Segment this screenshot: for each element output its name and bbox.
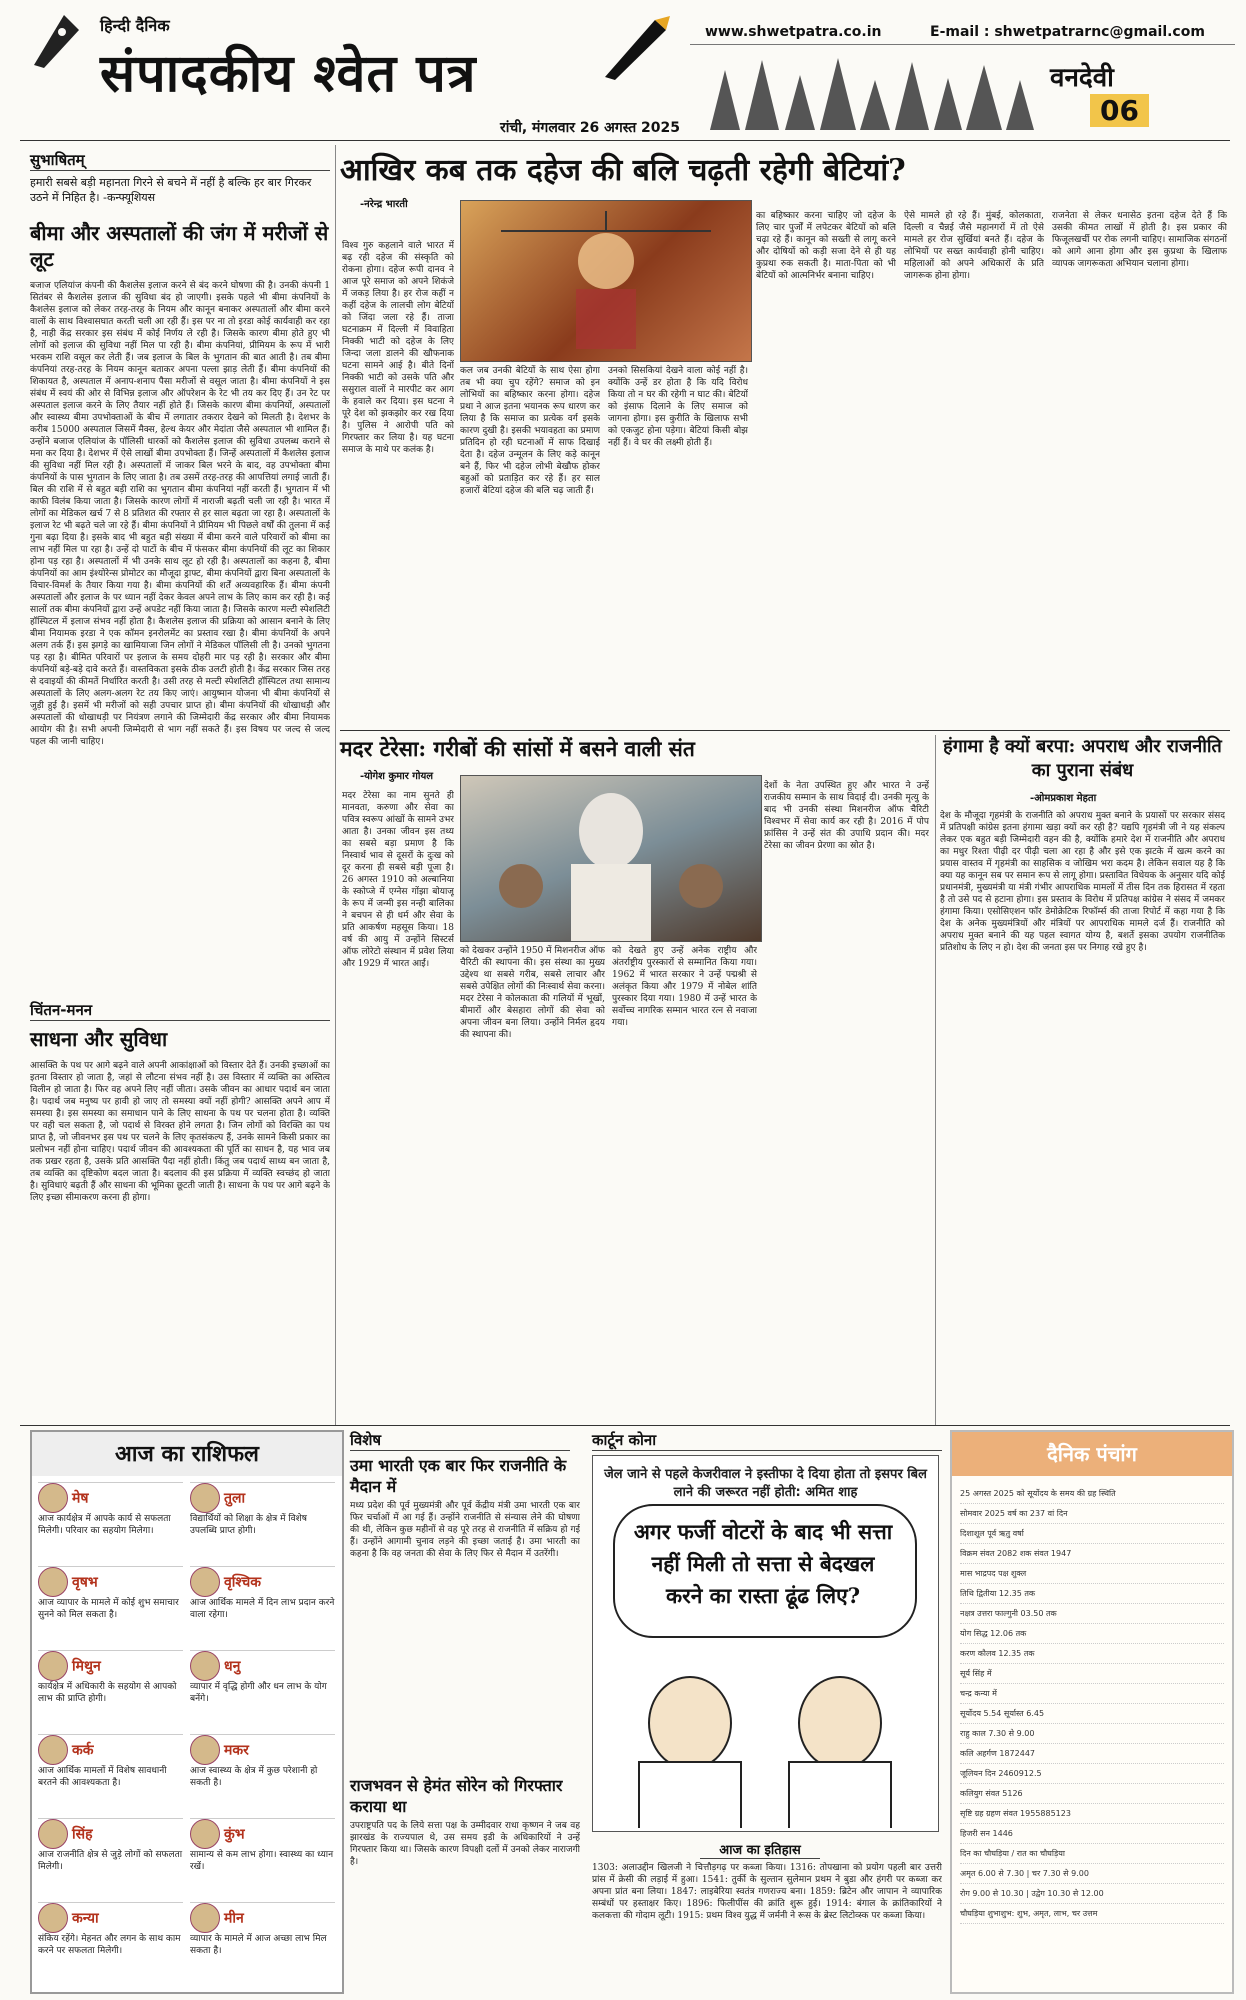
zodiac-icon [190,1567,220,1597]
rashi-text: सामान्य से कम लाभ होगा। स्वास्थ्य का ध्यान रखें। [190,1850,334,1872]
rashi-name: सिंह [72,1826,93,1843]
bottom-section-rule [20,1425,1230,1426]
edition-name: वनदेवी [1050,63,1114,93]
cartoon-body-right [788,1761,892,1828]
rashi-name: मकर [224,1742,249,1759]
panchang-row: जूलियन दिन 2460912.5 [960,1764,1224,1784]
crime-politics-byline: -ओमप्रकाश मेहता [1030,793,1097,804]
rashi-item [38,1650,183,1729]
panchang-row: रोग 9.00 से 10.30 | उद्वेग 10.30 से 12.00 [960,1884,1224,1904]
panchang-row: कलियुग संवत 5126 [960,1784,1224,1804]
panchang-row: करण कौलव 12.35 तक [960,1644,1224,1664]
zodiac-icon [190,1483,220,1513]
pen-icon [600,12,670,82]
masthead-divider [690,44,1235,45]
zodiac-icon [38,1567,68,1597]
lead-column-5: ऐसे मामले हो रहे हैं। मुंबई, कोलकाता, दिल्ली व चैन्नई जैसे महानगरों में तो ऐसे मामले हर रोज सुर्खियां बनते हैं। दहेज के लोभियों पर सख्त कार्यवाही होनी चाहिए। महिलाओं को अपने अधिकारों के प्रति जागरूक होना होगा। [904,211,1044,281]
rashi-name: कन्या [72,1910,99,1927]
chintan-kicker: चिंतन-मनन [30,1000,330,1021]
panchang-row: चन्द्र कन्या में [960,1684,1224,1704]
panchang-row: सूर्य सिंह में [960,1664,1224,1684]
rashi-text: आज स्वास्थ्य के क्षेत्र में कुछ परेशानी हो सकती है। [190,1766,318,1788]
rashi-text: संकिय रहेंगे। मेहनत और लगन के साथ काम करने पर सफलता मिलेगी। [38,1934,181,1956]
sadhana-story-headline[interactable]: साधना और सुविधा [30,1027,168,1051]
panchang-row: राहु काल 7.30 से 9.00 [960,1724,1224,1744]
right-column-divider [935,735,936,1425]
panchang-heading: दैनिक पंचांग [952,1432,1232,1476]
rashi-item [190,1902,335,1981]
mother-teresa-column-3: को देखते हुए उन्हें अनेक राष्ट्रीय और अंतर्राष्ट्रीय पुरस्कारों से सम्मानित किया गया। 1962 में भारत सरकार ने उन्हें पद्मश्री से अलंकृत किया और 1979 में नोबेल शांति पुरस्कार दिया गया। 1980 में उन्हें भारत के सर्वोच्च नागरिक सम्मान भारत रत्न से नवाजा गया। [612,946,757,1028]
uma-bharti-body: मध्य प्रदेश की पूर्व मुख्यमंत्री और पूर्व केंद्रीय मंत्री उमा भारती एक बार फिर चर्चाओं में आ गई हैं। उन्होंने राजनीति से संन्यास लेने की घोषणा की थी, लेकिन कुछ महीनों से वह पूरे तरह से राजनीति में सक्रिय हो गई हैं। उन्होंने आगामी चुनाव लड़ने की इच्छा जताई है। उमा भारती का कहना है कि वह जनता की सेवा के लिए फिर से मैदान में उतरेंगी। [350,1501,580,1559]
page-number: 06 [1090,94,1149,127]
rashi-text: आज राजनीति क्षेत्र से जुड़े लोगों को सफलता मिलेगी। [38,1850,183,1872]
panchang-box [950,1430,1234,1994]
panchang-row: 25 अगस्त 2025 को सूर्योदय के समय की ग्रह स्थिति [960,1484,1224,1504]
rashi-name: कुंभ [224,1826,245,1843]
panchang-row: हिजरी सन 1446 [960,1824,1224,1844]
cartoon-kicker: कार्टून कोना [592,1430,942,1451]
mother-teresa-column-1: मदर टेरेसा का नाम सुनते ही मानवता, करुणा और सेवा का पवित्र स्वरूप आंखों के सामने उभर आता है। उनका जीवन इस तथ्य का सबसे बड़ा प्रमाण है कि निस्वार्थ भाव से दूसरों के दुःख को दूर करना ही सबसे बड़ी पूजा है। 26 अगस्त 1910 को अल्बानिया के स्कोप्जे में एग्नेस गोंझा बोयाजू के रूप में जन्मी इस नन्ही बालिका ने बचपन से ही धर्म और सेवा के प्रति आकर्षण महसूस किया। 18 वर्ष की आयु में उन्होंने सिस्टर्स ऑफ लोरेटो संस्थान में प्रवेश लिया और 1929 में भारत आईं। [342,791,454,969]
speech-bubble-text: अगर फर्जी वोटरों के बाद भी सत्ता नहीं मिली तो सत्ता से बेदखल करने का रास्ता ढूंढ लिए? [633,1519,893,1608]
masthead-rule [20,140,1230,141]
mother-teresa-column-2: को देखकर उन्होंने 1950 में मिशनरीज ऑफ चैरिटी की स्थापना की। इस संस्था का मुख्य उद्देश्य था सबसे गरीब, सबसे लाचार और सबसे उपेक्षित लोगों की निःस्वार्थ सेवा करना। मदर टेरेसा ने कोलकाता की गलियों में भूखों, बीमारों और बेसहारा लोगों की सेवा को अपना जीवन बना लिया। उन्होंने निर्मल हृदय की स्थापना की। [460,946,605,1040]
rashi-name: कर्क [72,1742,94,1759]
mother-teresa-photo [460,775,762,942]
rashi-item [190,1650,335,1729]
lead-headline[interactable]: आखिर कब तक दहेज की बलि चढ़ती रहेगी बेटियां? [340,153,906,188]
rashi-text: व्यापार में वृद्धि होगी और धन लाभ के योग बनेंगे। [190,1682,327,1704]
rashi-name: मेष [72,1490,89,1507]
panchang-row: सोमवार 2025 वर्ष का 237 वां दिन [960,1504,1224,1524]
panchang-row: दिन का चौघड़िया / रात का चौघड़िया [960,1844,1224,1864]
rashi-name: तुला [224,1490,246,1507]
zodiac-icon [38,1903,68,1933]
dowry-illustration [460,200,752,362]
rashi-name: वृषभ [72,1574,98,1591]
zodiac-icon [190,1819,220,1849]
rashi-name: मिथुन [72,1658,101,1675]
panchang-row: नक्षत्र उत्तरा फाल्गुनी 03.50 तक [960,1604,1224,1624]
website-url[interactable]: www.shwetpatra.co.in [705,24,882,40]
cartoon-body-left [638,1761,742,1828]
rashifal-heading: आज का राशिफल [32,1432,342,1476]
lead-column-2: कल जब उनकी बेटियों के साथ ऐसा होगा तब भी क्या चुप रहेंगे? समाज को इन लोभियों का बहिष्कार करना होगा। दहेज प्रथा ने आज इतना भयानक रूप धारण कर लिया है कि समाज का प्रत्येक वर्ग इसके कारण दुखी है। इसकी भयावहता का प्रमाण प्रतिदिन हो रही घटनाओं में साफ दिखाई देता है। दहेज उन्मूलन के लिए कड़े कानून बने हैं, फिर भी दहेज लोभी बेखौफ होकर बहुओं को प्रताड़ित कर रहे हैं। हर साल हजारों बेटियां दहेज की बलि चढ़ जाती हैं। [460,366,600,496]
crime-politics-body: देश के मौजूदा गृहमंत्री के राजनीति को अपराध मुक्त बनाने के प्रयासों पर सरकार संसद में प्रतिपक्षी कांग्रेस इतना हंगामा खड़ा क्यों कर रही है? यद्यपि गृहमंत्री जी ने यह संकल्प लेकर एक बहुत बड़ी जिम्मेदारी वहन की है, क्योंकि हमारे देश में राजनीति और अपराध का मधुर रिश्ता पीढ़ी दर पीढ़ी चला आ रहा है और इसे एक झटके में खत्म करने का प्रयास वास्तव में गृहमंत्री का साहसिक व जोखिम भरा कदम है। लेकिन सवाल यह है कि क्या यह कानून सब पर समान रूप से लागू होगा। प्रस्तावित विधेयक के अनुसार यदि कोई प्रधानमंत्री, मुख्यमंत्री या मंत्री गंभीर आपराधिक मामलों में तीस दिन तक हिरासत में रहता है तो उसे पद से हटाना होगा। इस प्रस्ताव के विरोध में प्रतिपक्ष कांग्रेस ने संसद में जमकर हंगामा किया। एसोसिएशन फॉर डेमोक्रेटिक रिफॉर्म्स की ताजा रिपोर्ट में कहा गया है कि देश के अनेक मुख्यमंत्रियों और मंत्रियों पर आपराधिक मामले दर्ज हैं। राजनीति को अपराध मुक्त बनाने की यह पहल स्वागत योग्य है, बशर्ते इसका उपयोग राजनीतिक प्रतिशोध के लिए न हो। देश की जनता इस पर निगाह रखे हुए है। [940,811,1225,953]
panchang-rows [960,1484,1224,1924]
zodiac-icon [190,1651,220,1681]
itihaas-kicker: आज का इतिहास [700,1840,820,1859]
rashi-text: आज कार्यक्षेत्र में आपके कार्य से सफलता मिलेगी। परिवार का सहयोग मिलेगा। [38,1514,171,1536]
rashi-name: मीन [224,1910,244,1927]
cartoon-figure-right [798,1676,882,1770]
rashi-text: आज आर्थिक मामलों में विशेष सावधानी बरतने की आवश्यकता है। [38,1766,167,1788]
rashi-item [190,1818,335,1897]
suvichar-quote: हमारी सबसे बड़ी महानता गिरने से बचने में नहीं है बल्कि हर बार गिरकर उठने में निहित है। -कन्फ्यूशियस [30,176,312,204]
zodiac-icon [38,1735,68,1765]
rashi-item [190,1734,335,1813]
vishesh-kicker: विशेष [350,1430,570,1451]
rashi-item [38,1902,183,1981]
panchang-row: मास भाद्रपद पक्ष शुक्ल [960,1564,1224,1584]
panchang-row: अमृत 6.00 से 7.30 | चर 7.30 से 9.00 [960,1864,1224,1884]
hemant-soren-body: उपराष्ट्रपति पद के लिये सत्ता पक्ष के उम्मीदवार राधा कृष्णन ने जब वह झारखंड के राज्यपाल थे, उस समय इडी के अधिकारियों ने उन्हें गिरफ्तार किया था। जिसके कारण विपक्षी दलों में उनको लेकर नाराजगी है। [350,1821,580,1867]
panchang-row: योग सिद्ध 12.06 तक [960,1624,1224,1644]
rashi-text: विद्यार्थियों को शिक्षा के क्षेत्र में विशेष उपलब्धि प्राप्त होगी। [190,1514,307,1536]
brand-label: हिन्दी दैनिक [100,16,170,35]
panchang-row: विक्रम संवत 2082 शक संवत 1947 [960,1544,1224,1564]
suvichar-kicker: सुभाषितम् [30,150,330,171]
rashi-item [38,1566,183,1645]
rashi-name: धनु [224,1658,241,1675]
left-column-divider [335,145,336,1425]
rashi-name: वृश्चिक [224,1574,262,1591]
cartoon-figure-left [648,1676,732,1770]
rashi-text: व्यापार के मामले में आज अच्छा लाभ मिल सकता है। [190,1934,327,1956]
panchang-row: सूर्योदय 5.54 सूर्यास्त 6.45 [960,1704,1224,1724]
panchang-row: तिथि द्वितीया 12.35 तक [960,1584,1224,1604]
rashi-item [38,1818,183,1897]
lead-column-3: उनको सिसकियां देखने वाला कोई नहीं है। क्योंकि उन्हें डर होता है कि यदि विरोध किया तो न घर की रहेगी न घाट की। बेटियों को इंसाफ दिलाने के लिए समाज को जागना होगा। इस कुरीति के खिलाफ सभी को एकजुट होना पड़ेगा। बेटियां किसी बोझ नहीं हैं। वे घर की लक्ष्मी होती हैं। [608,366,748,448]
itihaas-body: 1303: अलाउद्दीन खिलजी ने चित्तौड़गढ़ पर कब्जा किया। 1316: तोपखाना को प्रयोग पहली बार उत्तरी प्रांस में क्रेसी की लड़ाई में हुआ। 1541: तुर्की के सुल्तान सुलेमान प्रथम ने बुडा और हंगरी पर कब्जा कर अपना प्रांत बना लिया। 1847: लाइबेरिया स्वतंत्र गणराज्य बना। 1859: ब्रिटेन और जापान ने व्यापारिक सम्बंधों पर हस्ताक्षर किए। 1896: फिलीपींस की क्रांति शुरू हुई। 1914: बंगाल के क्रांतिकारियों ने कलकत्ता की गोदाम लूटी। 1915: प्रथम विश्व युद्ध में जर्मनी ने रूस के ब्रेस्ट लिटोव्स्क पर कब्जा किया। [592,1863,942,1921]
zodiac-icon [38,1483,68,1513]
panchang-row: कलि अहर्गण 1872447 [960,1744,1224,1764]
panchang-row: सृष्टि ग्रह ग्रहण संवत 1955885123 [960,1804,1224,1824]
insurance-story-body: बजाज एलियांज कंपनी की कैशलेस इलाज करने से बंद करने घोषणा की है। उनकी कंपनी 1 सितंबर से कैशलेस इलाज की सुविधा बंद हो जाएगी। इसके पहले भी बीमा कंपनियों के कैशलेस इलाज को लेकर तरह-तरह के नियम और कानून बनाकर अस्पतालों और बीमा करने वालों के साथ विश्वासघात करती चली आ रही हैं। इस पर ना तो इरडा कोई कार्यवाही कर रहा है, नाही केंद्र सरकार इस संबंध में कोई निर्णय ले रही है। जिसके कारण बीमा होते हुए भी लोगों को इलाज की सुविधा नहीं मिल पा रही है। बीमा कंपनियां, प्रीमियम के रूप में भारी भरकम राशि वसूल कर लेती हैं। जब इलाज के बिल के भुगतान की बात आती है। तब बीमा कंपनियां तरह-तरह के नियम कानून बताकर अपना पल्ला झाड़ लेती हैं। बीमा कंपनियों की शिकायत है, अस्पताल में अनाप-शनाप पैसा मरीजों से वसूल जाता है। बीमा कंपनियों ने इस संबंध में स्वयं की ओर से विभिन्न इलाज और ऑपरेशन के रेट भी तय कर दिए हैं। उन रेट पर अस्पताल इलाज करने के लिए तैयार नहीं होते हैं। जिसके कारण बीमा कंपनियों, अस्पतालों और स्वास्थ्य बीमा उपभोक्ताओं के बीच में लगातार तकरार देखने को मिलती है। देशभर के करीब 15000 अस्पताल जिसमें मैक्स, हेल्थ केयर और मेदांता जैसे अस्पताल भी शामिल हैं। उन्होंने बजाज एलियांज के पॉलिसी धारकों को कैशलेस इलाज की सुविधा उपलब्ध कराने से मना कर दिया है। देशभर में ऐसे लाखों बीमा उपभोक्ता हैं। जिन्हें अस्पतालों में कैशलेस इलाज की सुविधा नहीं मिल रही है। अस्पतालों में जाकर बिल भरने के बाद, वह उपभोक्ता बीमा कंपनियों के पास भुगतान के लिए जाता है। तब उसमें तरह-तरह की आपत्तियां लगाई जाती हैं। बिल की राशि में से बहुत बड़ी राशि का भुगतान बीमा कंपनियां नहीं करती हैं। भुगतान में भी काफी विलंब किया जाता है। जिसके कारण लोगों में नाराजी बढ़ती चली जा रही है। भारत में लोगों का मेडिकल खर्च 7 से 8 प्रतिशत की रफ्तार से हर साल बढ़ता जा रहा है। अस्पतालों के इलाज रेट भी बढ़ते चले जा रहे हैं। बीमा कंपनियों ने प्रीमियम भी पिछले वर्षों की तुलना में कई गुना बढ़ा दिया है। इसके बाद भी बहुत बड़ी संख्या में बीमा करने वाले परिवारों को बीमा का लाभ नहीं मिल पा रहा है। उन्हें दो पाटों के बीच में फंसकर बीमा कंपनियों की लूट का शिकार होना पड़ रहा है। अस्पतालों में भी उनके साथ लूट हो रही है। अस्पतालों का कहना है, बीमा कंपनियों का आम इंश्योरेन्स प्रोमोटर का मौजूदा ड्राफ्ट, बीमा कंपनियों द्वारा बिना अस्पतालों के विचार-विमर्श के तैयार किया गया है। बीमा कंपनियों की शर्तें अव्यवहारिक हैं। बीमा कंपनी अस्पतालों और इलाज के पर ध्यान नहीं देकर केवल अपने लाभ के लिए काम कर रही है। कई सालों तक बीमा कंपनियों द्वारा उन्हें अपडेट नहीं किया जाता है। जिसके कारण मल्टी स्पेशलिटी हॉस्पिटल में इलाज संभव नहीं होता है। कैशलेस इलाज की प्रक्रिया को आसान बनाने के लिए बीमा नियामक इरडा ने एक कॉमन इनरोलमेंट का प्रस्ताव रखा है। बीमा कंपनियों के अपने अलग तर्क हैं। इस झगड़े का खामियाजा जिन लोगों ने मेडिकल पॉलिसी ली है। उनको भुगतना पड़ रहा है। बीमित परिवारों पर इलाज के समय दोहरी मार पड़ रही है। सरकार और बीमा कंपनियों बड़े-बड़े दावे करते हैं। वास्तविकता इसके ठीक उलटी होती है। केंद्र सरकार जिस तरह से दवाइयों की कीमतें निर्धारित करती है। उसी तरह से मल्टी स्पेशलिटी हॉस्पिटल तथा सामान्य अस्पतालों के लिए अलग-अलग रेट तय किए जाएं। आयुष्मान योजना भी बीमा कंपनियों से जुड़ी हुई है। इसमें भी मरीजों को सही उपचार प्राप्त हो। बीमा कंपनियों की धोखाधड़ी और अस्पतालों की धोखाधड़ी पर नियंत्रण लगाने की जिम्मेदारी केंद्र सरकार और बीमा नियामक आयोग की है। सभी अपनी जिम्मेदारी से भाग नहीं सकते हैं। इस विषय पर जल्द से जल्द पहल की जानी चाहिए। [30,281,330,747]
hemant-soren-headline[interactable]: राजभवन से हेमंत सोरेन को गिरफ्तार कराया था [350,1776,563,1816]
date-line: रांची, मंगलवार 26 अगस्त 2025 [500,120,681,136]
rashi-item [190,1566,335,1645]
email-address[interactable]: E-mail : shwetpatrarnc@gmail.com [930,24,1205,40]
cartoon-panel [592,1455,939,1832]
insurance-story-headline[interactable]: बीमा और अस्पतालों की जंग में मरीजों से लूट [30,221,329,271]
uma-bharti-headline[interactable]: उमा भारती एक बार फिर राजनीति के मैदान में [350,1456,567,1496]
forest-illustration [700,50,1040,130]
zodiac-icon [190,1903,220,1933]
lead-byline: -नरेन्द्र भारती [360,199,408,210]
panchang-row: चौघड़िया शुभाशुभ: शुभ, अमृत, लाभ, चर उत्तम [960,1904,1224,1924]
lead-column-4: का बहिष्कार करना चाहिए जो दहेज के लिए चार पुर्जों में लपेटकर बेटियों को बलि चढ़ा रहे हैं। कानून को सख्ती से लागू करने और दोषियों को कड़ी सजा देने से ही यह कुप्रथा रुक सकती है। माता-पिता को भी बेटियों को आत्मनिर्भर बनाना चाहिए। [756,211,896,281]
cartoon-caption: जेल जाने से पहले केजरीवाल ने इस्तीफा दे दिया होता तो इसपर बिल लाने की जरूरत नहीं होती: अमित शाह [604,1467,927,1500]
pen-nib-icon [24,10,84,70]
rashi-text: आज आर्थिक मामले में दिन लाभ प्रदान करने वाला रहेगा। [190,1598,335,1620]
zodiac-icon [190,1735,220,1765]
rashi-text: कार्यक्षेत्र में अधिकारी के सहयोग से आपको लाभ की प्राप्ति होगी। [38,1682,177,1704]
mother-teresa-headline[interactable]: मदर टेरेसा: गरीबों की सांसों में बसने वाली संत [340,736,695,761]
newspaper-title: संपादकीय श्वेत पत्र [100,43,477,104]
sadhana-story-body: आसक्ति के पथ पर आगे बढ़ने वाले अपनी आकांक्षाओं को विस्तार देते हैं। उनकी इच्छाओं का इतना विस्तार हो जाता है, जहां से लौटना संभव नहीं है। उस विस्तार में व्यक्ति का अस्तित्व विलीन हो जाता है। फिर वह अपने लिए नहीं जीता। उसके जीवन का आधार पदार्थ बन जाता है। पदार्थ जब मनुष्य पर हावी हो जाए तो समस्या क्यों नहीं होगी? आसक्ति अपने आप में समस्या है। इस समस्या का समाधान पाने के लिए साधना के पथ पर चलना होता है। व्यक्ति पर वही चल सकता है, जो पदार्थ से विरक्त होने लगता है। जिन लोगों को विरक्ति का पथ प्राप्त है, जो जीवनभर इस पथ पर चलने के लिए कृतसंकल्प हैं, उनके सामने किसी प्रकार का प्रलोभन नहीं होना चाहिए। पदार्थ जीवन की आवश्यकता की पूर्ति का साधन है, यह भाव जब तक प्रखर रहता है, उसके प्रति आसक्ति पैदा नहीं होती। किंतु जब पदार्थ साध्य बन जाता है, तब व्यक्ति का दृष्टिकोण बदल जाता है। बदलाव की इस प्रक्रिया में व्यक्ति स्वच्छंद हो जाता है। सुविधाएं बढ़ती हैं और साधना की भूमिका छूटती जाती है। साधना के पथ पर आगे बढ़ने के लिए इच्छा सीमाकरण करना ही होगा। [30,1061,330,1203]
lead-bottom-rule [340,730,1230,731]
mother-teresa-byline: -योगेश कुमार गोयल [360,771,434,782]
rashi-item [38,1482,183,1561]
crime-politics-headline[interactable]: हंगामा है क्यों बरपा: अपराध और राजनीति का पुराना संबंध [943,736,1222,781]
lead-column-6: राजनेता से लेकर धनासेठ इतना दहेज देते हैं कि उसकी कीमत लाखों में होती है। इस प्रकार की फिजूलखर्ची पर रोक लगनी चाहिए। सामाजिक संगठनों को आगे आना होगा और इस कुप्रथा के खिलाफ व्यापक जागरूकता अभियान चलाना होगा। [1052,211,1227,269]
zodiac-icon [38,1819,68,1849]
rashifal-box [30,1430,344,1994]
rashi-text: आज व्यापार के मामले में कोई शुभ समाचार सुनने को मिल सकता है। [38,1598,179,1620]
lead-column-1: विश्व गुरु कहलाने वाले भारत में बढ़ रही दहेज की संस्कृति को रोकना होगा। दहेज रूपी दानव ने आज पूरे समाज को अपने शिकंजे में जकड़ लिया है। हर रोज कहीं न कहीं दहेज के लालची लोग बेटियों को जिंदा जला रहे हैं। ताजा घटनाक्रम में दिल्ली में विवाहिता निक्की भाटी को दहेज के लिए जिन्दा जला डालने की खौफनाक घटना सामने आई है। बीते दिनों निक्की भाटी को उसके पति और ससुराल वालों ने मारपीट कर आग के हवाले कर दिया। इस घटना ने पूरे देश को झकझोर कर रख दिया है। पुलिस ने आरोपी पति को गिरफ्तार कर लिया है। यह घटना समाज के माथे पर कलंक है। [342,241,454,455]
rashi-item [190,1482,335,1561]
masthead [0,0,1246,140]
panchang-row: दिशाशूल पूर्व ऋतु वर्षा [960,1524,1224,1544]
mother-teresa-column-4: देशों के नेता उपस्थित हुए और भारत ने उन्हें राजकीय सम्मान के साथ विदाई दी। उनकी मृत्यु के बाद भी उनकी संस्था मिशनरीज ऑफ चैरिटी विश्वभर में सेवा कार्य कर रही है। 2016 में पोप फ्रांसिस ने उन्हें संत की उपाधि प्रदान की। मदर टेरेसा का जीवन प्रेरणा का स्रोत है। [764,781,929,851]
rashi-item [38,1734,183,1813]
zodiac-icon [38,1651,68,1681]
